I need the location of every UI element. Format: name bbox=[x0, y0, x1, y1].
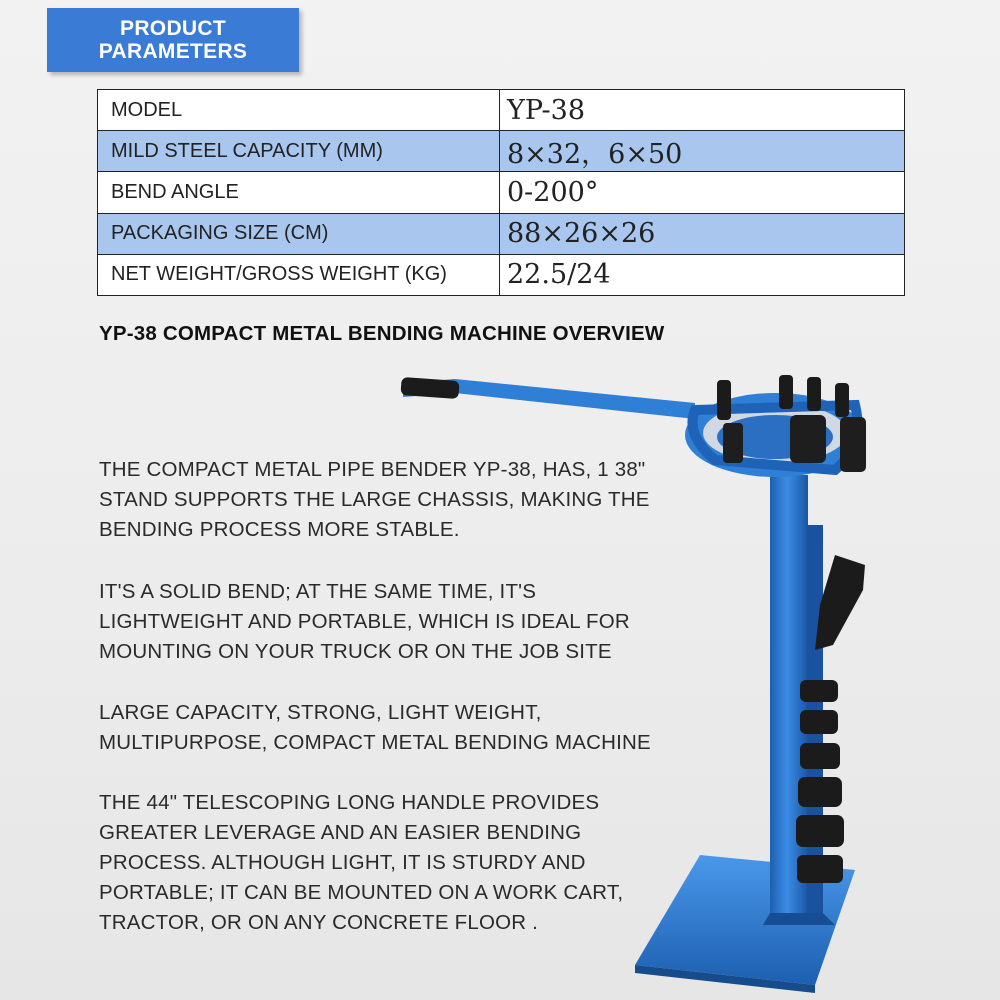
table-row bbox=[98, 213, 905, 254]
paragraph-line: GREATER LEVERAGE AND AN EASIER BENDING bbox=[99, 821, 582, 844]
table-row bbox=[98, 131, 905, 172]
param-label-capacity: MILD STEEL CAPACITY (MM) bbox=[98, 131, 500, 172]
overview-title: YP-38 COMPACT METAL BENDING MACHINE OVERVIEW bbox=[99, 322, 665, 345]
param-value-packaging: 88×26×26 bbox=[500, 213, 905, 254]
paragraph-line: LARGE CAPACITY, STRONG, LIGHT WEIGHT, bbox=[99, 701, 542, 724]
paragraph-line: IT'S A SOLID BEND; AT THE SAME TIME, IT'S bbox=[99, 580, 537, 603]
paragraph-line: STAND SUPPORTS THE LARGE CHASSIS, MAKING THE bbox=[99, 488, 650, 511]
paragraph-line: LIGHTWEIGHT AND PORTABLE, WHICH IS IDEAL FOR bbox=[99, 610, 630, 633]
param-value-model: YP-38 bbox=[500, 90, 905, 131]
paragraph-line: MOUNTING ON YOUR TRUCK OR ON THE JOB SITE bbox=[99, 640, 612, 663]
paragraph-line: BENDING PROCESS MORE STABLE. bbox=[99, 518, 460, 541]
banner-line-1: PRODUCT bbox=[120, 17, 226, 40]
param-value-bend-angle: 0-200° bbox=[500, 172, 905, 213]
param-value-capacity: 8×32，6×50 bbox=[500, 131, 905, 172]
parameters-table bbox=[97, 89, 905, 296]
paragraph-line: TRACTOR, OR ON ANY CONCRETE FLOOR . bbox=[99, 911, 539, 934]
paragraph-line: PORTABLE; IT CAN BE MOUNTED ON A WORK CART, bbox=[99, 881, 624, 904]
param-value-weight: 22.5/24 bbox=[500, 254, 905, 295]
table-row bbox=[98, 254, 905, 295]
table-row bbox=[98, 90, 905, 131]
banner-line-2: PARAMETERS bbox=[98, 40, 248, 63]
paragraph-line: PROCESS. ALTHOUGH LIGHT, IT IS STURDY AND bbox=[99, 851, 586, 874]
product-parameters-banner bbox=[47, 8, 299, 72]
metal-bending-machine-image bbox=[395, 365, 995, 995]
paragraph-line: THE COMPACT METAL PIPE BENDER YP-38, HAS, 1 38" bbox=[99, 458, 646, 481]
paragraph-line: MULTIPURPOSE, COMPACT METAL BENDING MACHINE bbox=[99, 731, 651, 754]
param-label-packaging: PACKAGING SIZE (CM) bbox=[98, 213, 500, 254]
paragraph-line: THE 44" TELESCOPING LONG HANDLE PROVIDES bbox=[99, 791, 600, 814]
table-row bbox=[98, 172, 905, 213]
param-label-model: MODEL bbox=[98, 90, 500, 131]
param-label-weight: NET WEIGHT/GROSS WEIGHT (KG) bbox=[98, 254, 500, 295]
param-label-bend-angle: BEND ANGLE bbox=[98, 172, 500, 213]
center-die bbox=[790, 415, 826, 463]
